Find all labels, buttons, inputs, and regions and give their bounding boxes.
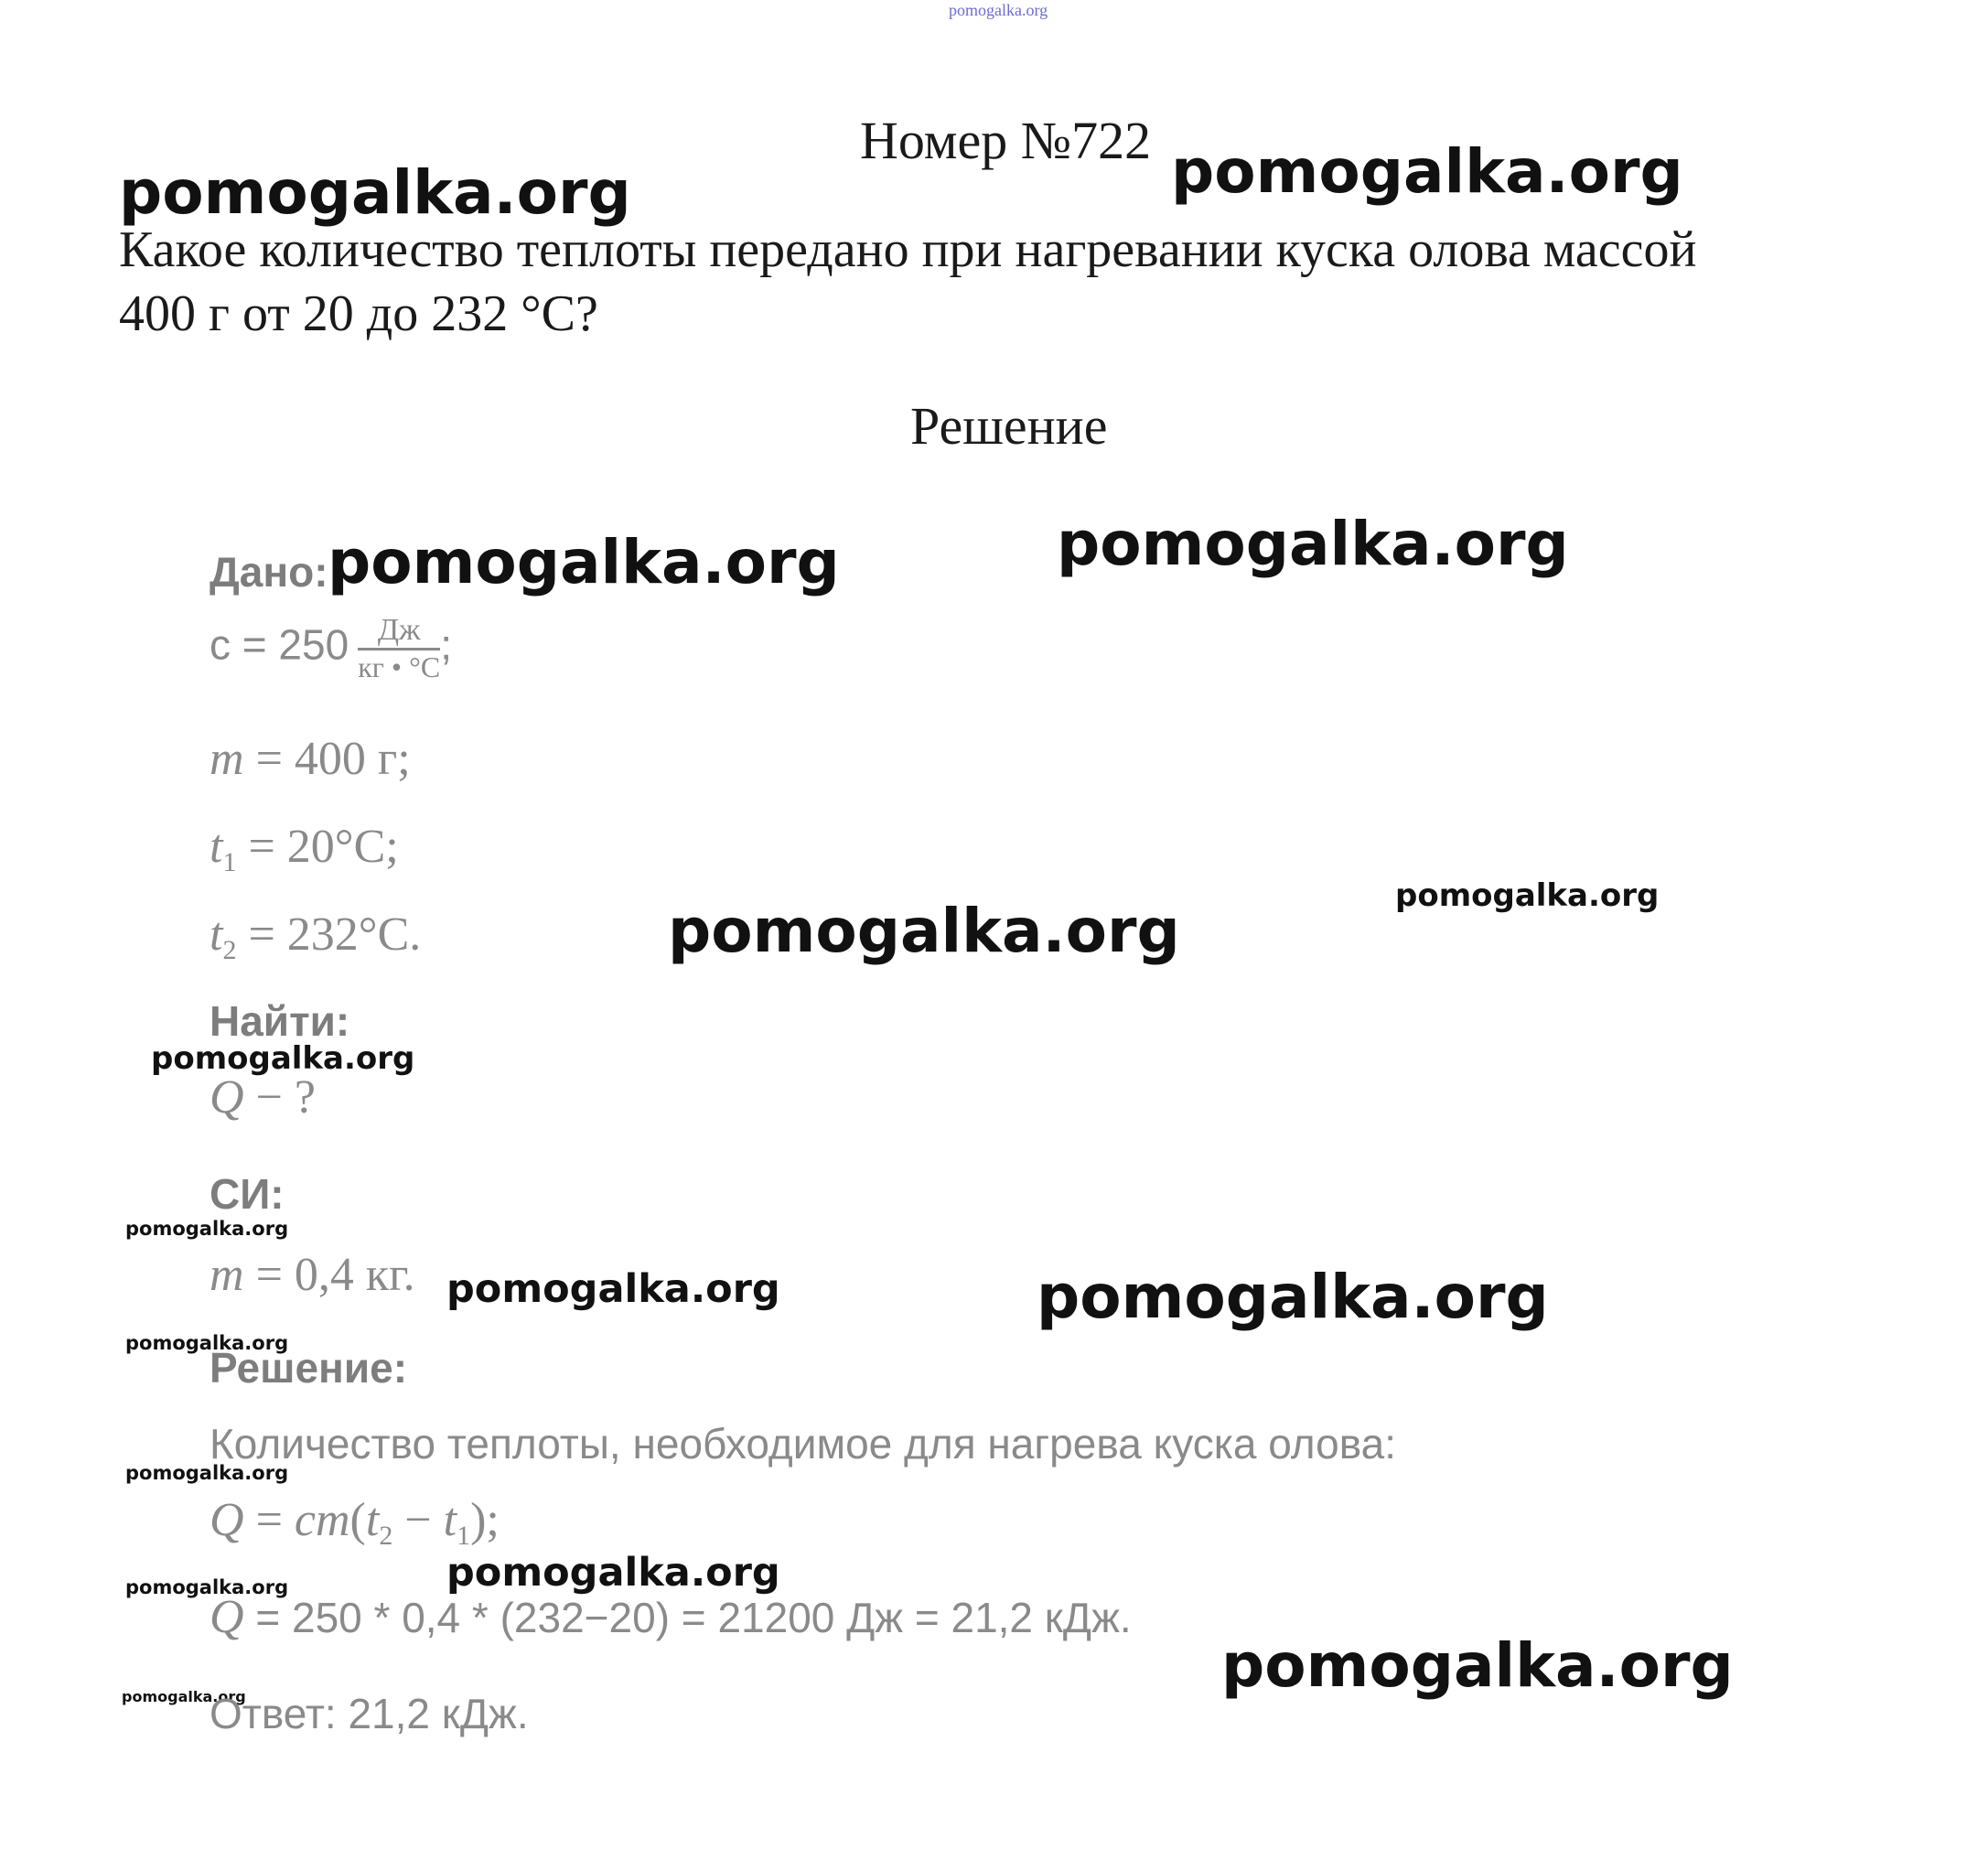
solution-calculation xyxy=(210,1591,1132,1643)
solution-heading: Решение: xyxy=(210,1344,408,1392)
var-q: Q xyxy=(210,1591,244,1643)
watermark: pomogalka.org xyxy=(446,1550,780,1596)
given-t2-value: = 232°С. xyxy=(236,908,422,961)
var-t: t xyxy=(210,821,223,873)
var-m: m xyxy=(210,1249,244,1301)
si-m xyxy=(210,1249,415,1301)
watermark: pomogalka.org xyxy=(1221,1630,1734,1701)
watermark: pomogalka.org xyxy=(122,1688,246,1705)
solution-formula xyxy=(210,1494,500,1551)
subscript: 1 xyxy=(222,847,237,877)
subscript: 2 xyxy=(379,1521,393,1551)
find-q xyxy=(210,1071,316,1124)
watermark: pomogalka.org xyxy=(125,1332,289,1354)
watermark: pomogalka.org xyxy=(125,1576,289,1598)
given-m-value: = 400 г; xyxy=(243,733,411,785)
watermark-top: pomogalka.org xyxy=(949,1,1048,19)
watermark: pomogalka.org xyxy=(125,1218,289,1240)
calc-expression: = 250 * 0,4 * (232−20) = 21200 Дж = 21,2 кДж. xyxy=(243,1594,1132,1641)
var-t: t xyxy=(443,1494,457,1546)
given-c xyxy=(210,615,452,682)
given-t2 xyxy=(210,908,422,965)
unit-fraction xyxy=(358,615,440,682)
given-c-suffix: ; xyxy=(440,620,452,669)
watermark: pomogalka.org xyxy=(125,1462,289,1484)
solution-text: Количество теплоты, необходимое для нагрева куска олова: xyxy=(210,1420,1397,1468)
find-q-rest: − ? xyxy=(243,1071,316,1124)
var-m: m xyxy=(210,733,244,785)
watermark: pomogalka.org xyxy=(1395,877,1660,914)
si-heading: СИ: xyxy=(210,1170,285,1218)
minus: − xyxy=(392,1494,444,1546)
equals: = xyxy=(243,1494,295,1546)
watermark: pomogalka.org xyxy=(1037,1262,1549,1332)
watermark: pomogalka.org xyxy=(446,1266,780,1312)
watermark: pomogalka.org xyxy=(151,1040,415,1077)
watermark: pomogalka.org xyxy=(1171,136,1683,207)
answer: Ответ: 21,2 кДж. xyxy=(210,1690,529,1737)
watermark: pomogalka.org xyxy=(668,896,1180,966)
watermark: pomogalka.org xyxy=(119,157,631,228)
var-t: t xyxy=(210,908,223,961)
unit-denominator: кг • °С xyxy=(358,650,441,683)
find-heading: Найти: xyxy=(210,997,350,1045)
watermark: pomogalka.org xyxy=(328,527,840,597)
section-heading: Решение xyxy=(910,396,1108,456)
paren-close: ); xyxy=(470,1494,500,1546)
given-c-value: c = 250 xyxy=(210,620,349,669)
subscript: 2 xyxy=(222,935,237,965)
given-heading: Дано: xyxy=(210,548,328,596)
var-t: t xyxy=(365,1494,380,1546)
unit-numerator: Дж xyxy=(358,615,440,650)
watermark: pomogalka.org xyxy=(1057,509,1569,579)
si-m-value: = 0,4 кг. xyxy=(243,1249,415,1301)
given-t1-value: = 20°С; xyxy=(236,821,399,873)
subscript: 1 xyxy=(457,1521,471,1551)
given-m xyxy=(210,733,411,785)
problem-statement: Какое количество теплоты передано при нагревании куска олова массой 400 г от 20 до 232 °С? xyxy=(119,221,1697,342)
var-cm: cm xyxy=(294,1494,350,1546)
paren-open: ( xyxy=(349,1494,366,1546)
given-t1 xyxy=(210,823,399,876)
var-q: Q xyxy=(210,1494,244,1546)
page-title: Номер №722 xyxy=(860,111,1152,170)
var-q: Q xyxy=(210,1071,244,1124)
